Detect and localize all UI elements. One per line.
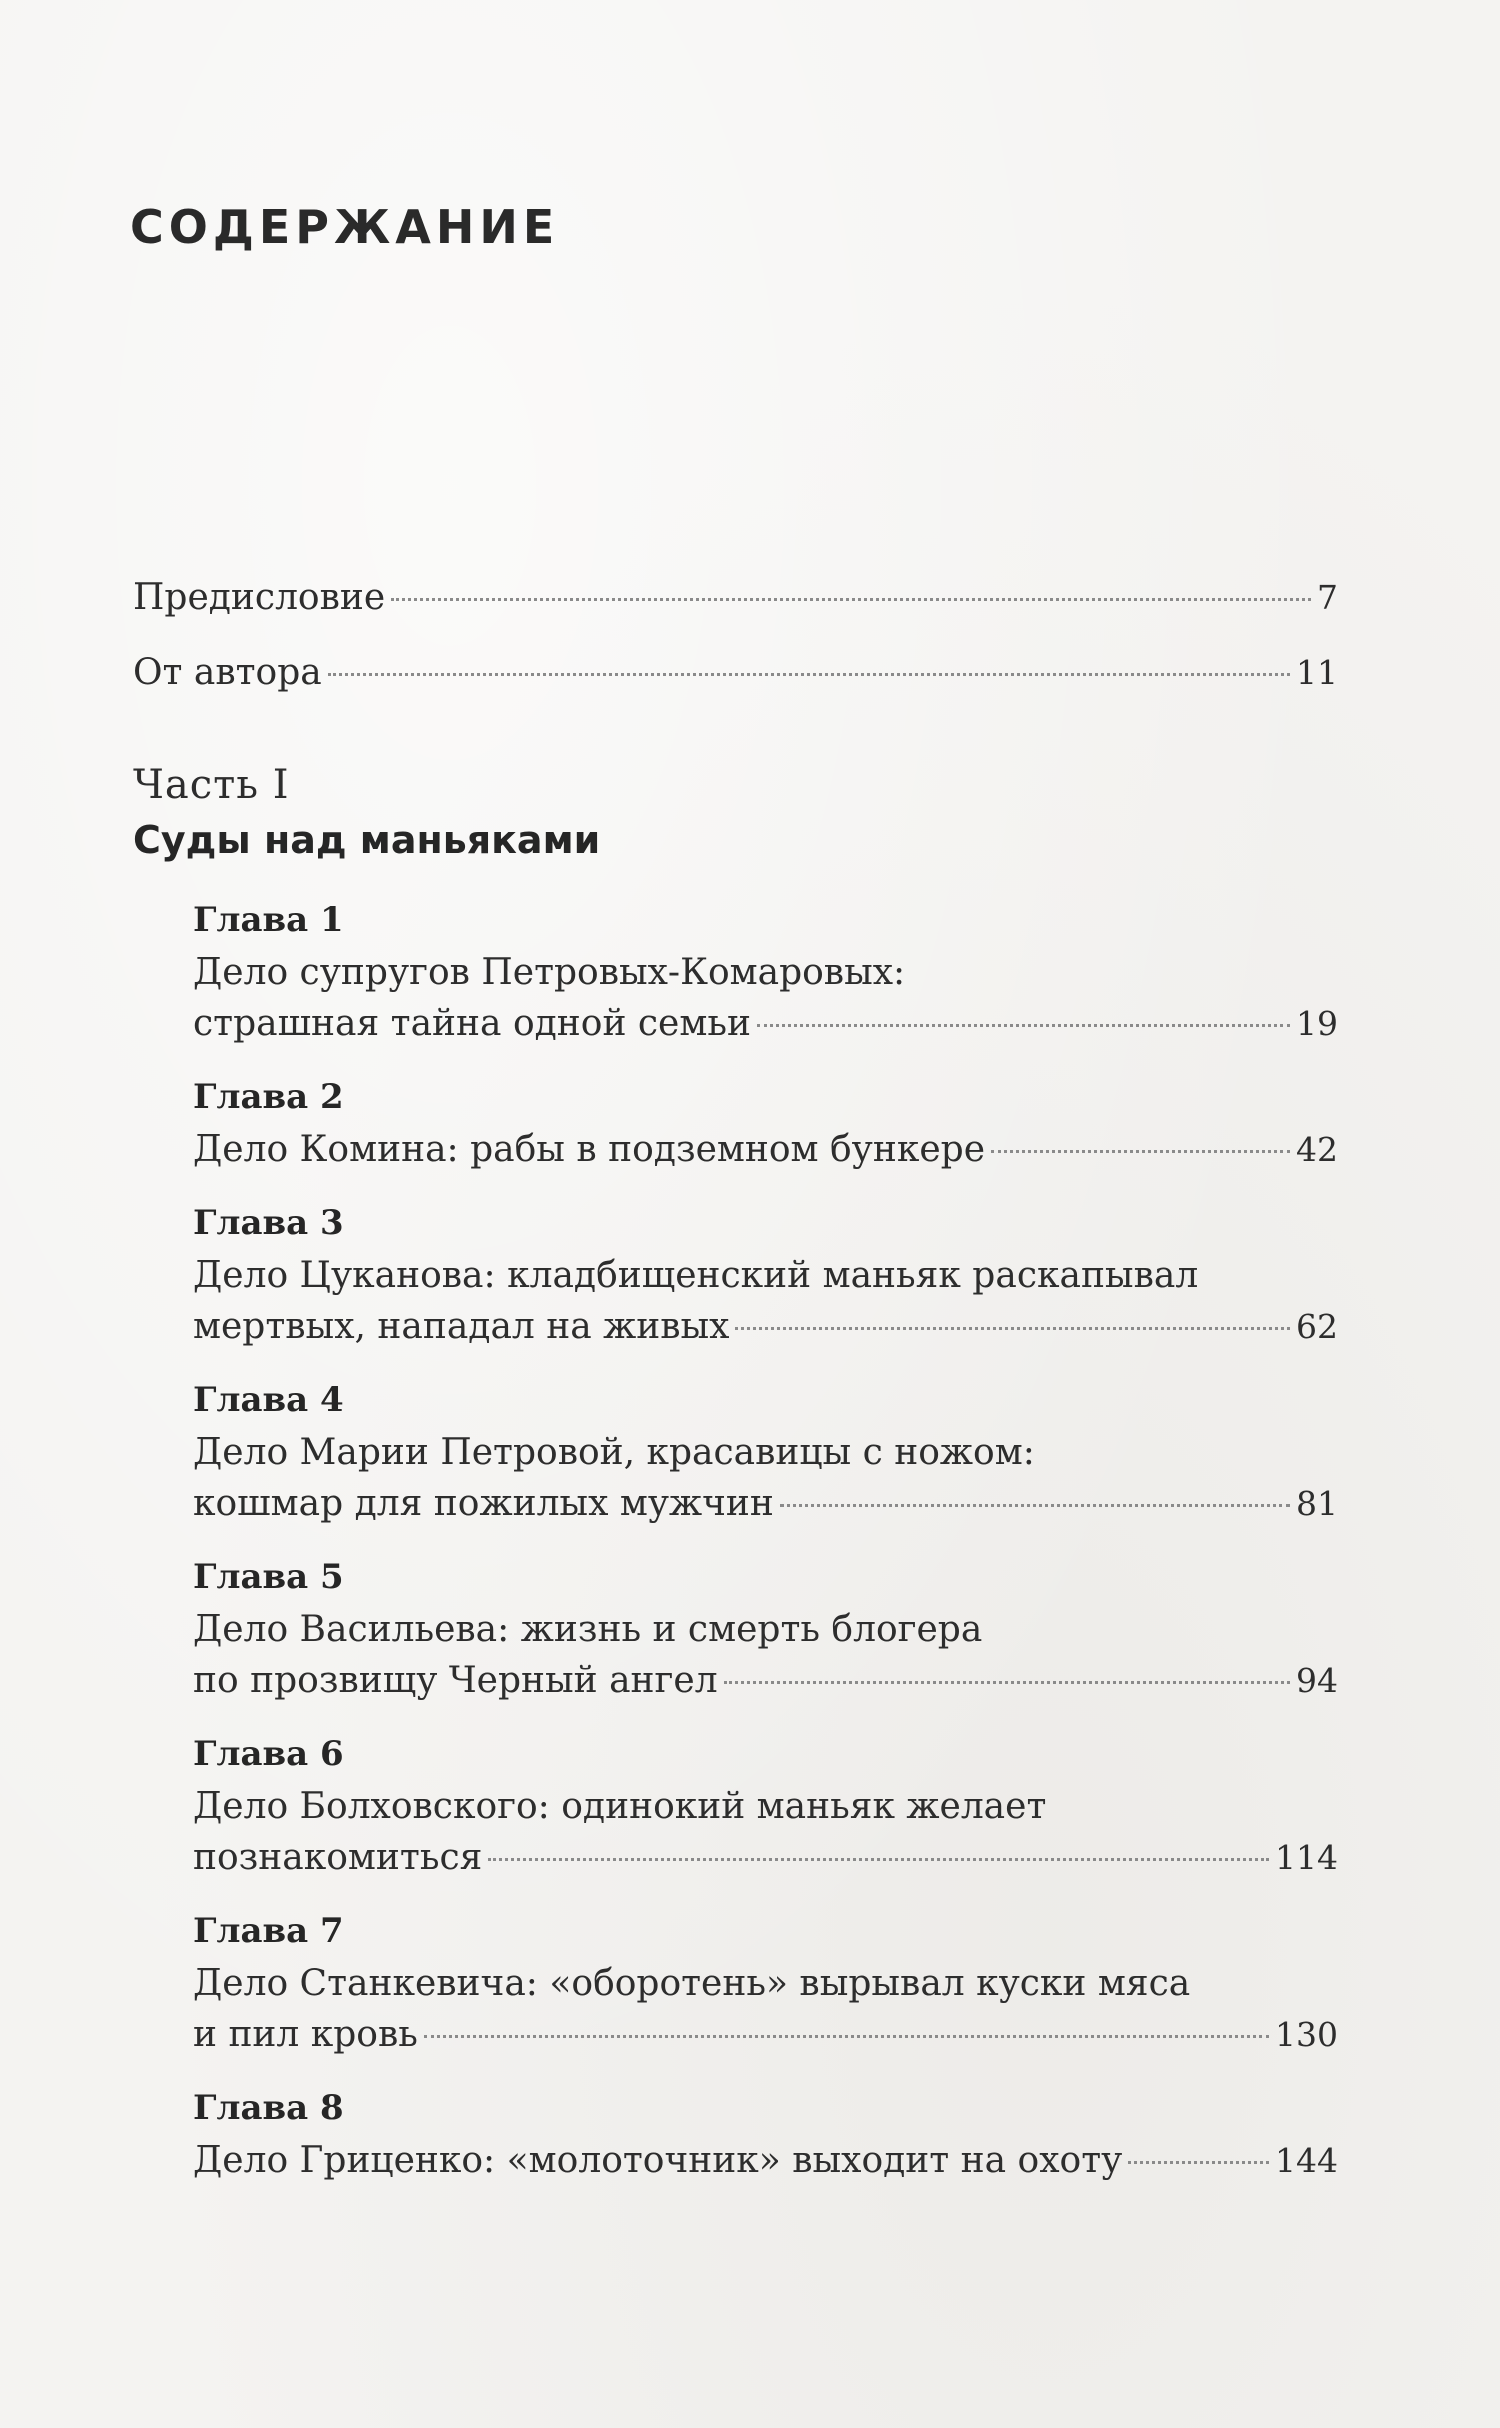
dot-leader xyxy=(1128,2161,1269,2164)
dot-leader xyxy=(724,1681,1290,1684)
chapter-title-line: Дело Марии Петровой, красавицы с ножом: xyxy=(193,1432,1035,1473)
toc-page-number: 11 xyxy=(1296,653,1338,692)
chapter-label: Глава 8 xyxy=(193,2088,344,2128)
toc-entry-label: От автора xyxy=(133,652,322,693)
chapter-title-line: по прозвищу Черный ангел xyxy=(193,1660,718,1701)
toc-entry-chapter-2[interactable] xyxy=(193,1125,1338,1175)
chapter-title-line: и пил кровь xyxy=(193,2014,418,2055)
dot-leader xyxy=(991,1150,1290,1153)
toc-page-number: 7 xyxy=(1317,578,1338,617)
chapter-label: Глава 1 xyxy=(193,900,344,940)
chapter-label: Глава 3 xyxy=(193,1203,344,1243)
toc-entry-chapter-7[interactable] xyxy=(193,2010,1338,2060)
dot-leader xyxy=(424,2035,1269,2038)
chapter-title-line: страшная тайна одной семьи xyxy=(193,1003,751,1044)
toc-page-number: 19 xyxy=(1296,1004,1338,1043)
chapter-title-line: Дело Болховского: одинокий маньяк желает xyxy=(193,1786,1047,1827)
toc-page-number: 94 xyxy=(1296,1661,1338,1700)
chapter-title-line: кошмар для пожилых мужчин xyxy=(193,1483,774,1524)
chapter-title-line: познакомиться xyxy=(193,1837,483,1878)
part-title: Суды над маньяками xyxy=(133,818,601,862)
dot-leader xyxy=(328,673,1290,676)
toc-entry-chapter-8[interactable] xyxy=(193,2136,1338,2186)
toc-entry-chapter-1[interactable] xyxy=(193,999,1338,1049)
chapter-title-line: Дело Цуканова: кладбищенский маньяк раскапывал xyxy=(193,1255,1199,1296)
toc-entry-preface[interactable] xyxy=(133,573,1338,623)
dot-leader xyxy=(735,1327,1290,1330)
toc-page-number: 62 xyxy=(1296,1307,1338,1346)
toc-entry-chapter-4[interactable] xyxy=(193,1479,1338,1529)
dot-leader xyxy=(488,1858,1269,1861)
page-title: СОДЕРЖАНИЕ xyxy=(130,200,560,254)
chapter-title-line: Дело Васильева: жизнь и смерть блогера xyxy=(193,1609,983,1650)
toc-entry-chapter-3[interactable] xyxy=(193,1302,1338,1352)
dot-leader xyxy=(780,1504,1290,1507)
toc-page-number: 130 xyxy=(1275,2015,1338,2054)
toc-entry-chapter-5[interactable] xyxy=(193,1656,1338,1706)
chapter-label: Глава 5 xyxy=(193,1557,344,1597)
dot-leader xyxy=(391,598,1311,601)
chapter-label: Глава 4 xyxy=(193,1380,344,1420)
toc-page-number: 114 xyxy=(1275,1838,1338,1877)
chapter-title-line: мертвых, нападал на живых xyxy=(193,1306,730,1347)
chapter-label: Глава 7 xyxy=(193,1911,344,1951)
chapter-title-line: Дело Комина: рабы в подземном бункере xyxy=(193,1129,985,1170)
chapter-label: Глава 2 xyxy=(193,1077,344,1117)
part-label: Часть I xyxy=(133,762,290,808)
dot-leader xyxy=(757,1024,1290,1027)
chapter-title-line: Дело Гриценко: «молоточник» выходит на охоту xyxy=(193,2140,1123,2181)
toc-entry-label: Предисловие xyxy=(133,577,386,618)
chapter-title-line: Дело супругов Петровых-Комаровых: xyxy=(193,952,906,993)
toc-page-number: 42 xyxy=(1296,1130,1338,1169)
toc-entry-author-note[interactable] xyxy=(133,648,1338,698)
toc-page-number: 81 xyxy=(1296,1484,1338,1523)
chapter-title-line: Дело Станкевича: «оборотень» вырывал куски мяса xyxy=(193,1963,1191,2004)
toc-page-number: 144 xyxy=(1275,2141,1338,2180)
chapter-label: Глава 6 xyxy=(193,1734,344,1774)
toc-entry-chapter-6[interactable] xyxy=(193,1833,1338,1883)
